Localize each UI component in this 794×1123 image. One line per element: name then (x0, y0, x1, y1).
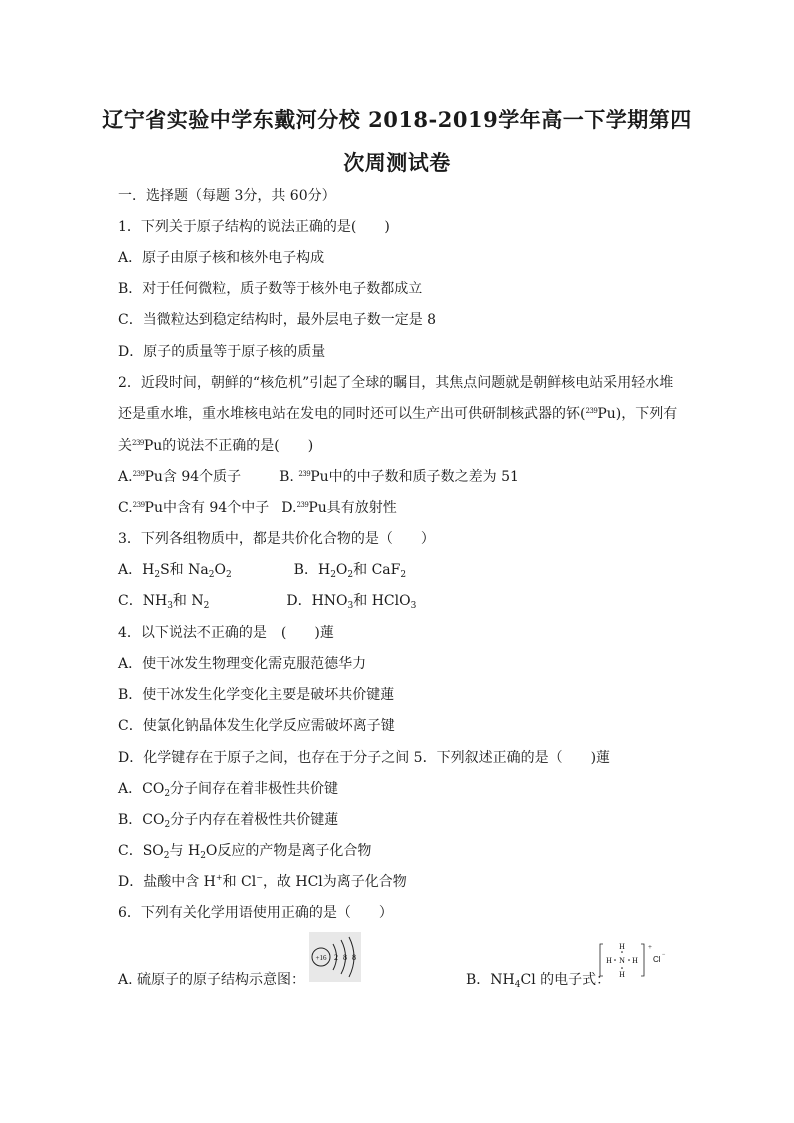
q4-stem: 4．以下说法不正确的是 ( )蓮 (118, 625, 334, 641)
charge-plus: + (648, 943, 652, 951)
shell-electrons: 8 (352, 953, 356, 962)
q2-options-cd (118, 498, 397, 518)
formula-part: H (317, 562, 331, 578)
ammonium-chloride-electron-formula (598, 940, 668, 980)
option-label: C. (118, 500, 133, 516)
shell-electrons: 2 (334, 953, 338, 962)
formula-part: 和 N (172, 593, 204, 609)
subscript: 2 (203, 601, 210, 611)
subscript: 3 (167, 601, 173, 611)
q2-line3-text-a: 关 (118, 438, 132, 454)
option-label: B. (279, 469, 294, 485)
q3-stem: 3．下列各组物质中，都是共价化合物的是（ ） (118, 531, 435, 547)
q2-stem-line2 (118, 404, 677, 424)
q2-stem-line1: 2．近段时间，朝鲜的“核危机”引起了全球的瞩目，其焦点问题就是朝鲜核电站采用轻水堆 (118, 375, 674, 391)
hydrogen-atom: H (606, 956, 612, 965)
subscript: 2 (400, 570, 407, 580)
option-text: C．SO (118, 843, 164, 859)
isotope-mass: 239 (296, 501, 309, 509)
subscript: 3 (347, 601, 354, 611)
q2-line2-text-b: Pu)，下列有 (597, 406, 678, 422)
subscript: 3 (410, 601, 417, 611)
shell-electrons: 8 (343, 953, 347, 962)
nucleus-charge: +16 (315, 954, 327, 962)
option-label: A. (118, 469, 133, 485)
q1-option-c: C．当微粒达到稳定结构时，最外层电子数一定是 8 (118, 312, 437, 328)
q2-isotope-mass: 239 (132, 439, 144, 447)
formula-part: 和 CaF (353, 562, 401, 578)
q1-option-d: D．原子的质量等于原子核的质量 (118, 344, 326, 360)
subscript: 2 (225, 570, 232, 580)
q6-option-b (466, 970, 610, 990)
formula-part: S和 Na (160, 562, 209, 578)
q2-option-d (281, 500, 397, 516)
subscript: 2 (208, 570, 215, 580)
q5-option-a (118, 779, 338, 799)
option-label: C． (118, 593, 143, 609)
subscript: 2 (164, 789, 171, 799)
option-label: B． (293, 562, 318, 578)
subscript: 2 (154, 570, 161, 580)
hydrogen-atom: H (619, 970, 625, 979)
subscript: 4 (514, 980, 521, 990)
option-text: 中的中子数和质子数之差为 51 (328, 469, 519, 485)
q3-option-c (118, 593, 209, 609)
option-text: 含 94个质子 (162, 469, 242, 485)
formula-part: HNO (311, 593, 348, 609)
q2-option-a (118, 469, 241, 485)
superscript: + (215, 873, 223, 882)
option-text: Cl 的电子式： (520, 972, 611, 988)
nitrogen-atom: N (619, 956, 625, 965)
q2-options-ab (118, 467, 519, 487)
element-symbol: Pu (310, 469, 329, 485)
hydrogen-atom: H (619, 942, 625, 951)
subscript: 2 (347, 570, 354, 580)
option-text: D．盐酸中含 H (118, 874, 216, 890)
option-text: 中含有 94个中子 (162, 500, 270, 516)
option-text: 和 Cl (222, 874, 257, 890)
q3-option-d (286, 593, 416, 609)
q4-option-d: D．化学键存在于原子之间，也存在于分子之间 5．下列叙述正确的是（ )蓮 (118, 750, 611, 766)
option-text: ，故 HCl为离子化合物 (262, 874, 407, 890)
q4-option-b: B．使干冰发生化学变化主要是破坏共价键蓮 (118, 687, 395, 703)
subscript: 2 (330, 570, 336, 580)
q1-option-a: A．原子由原子核和核外电子构成 (118, 250, 325, 266)
option-text: 分子内存在着极性共价键蓮 (170, 812, 339, 828)
option-label: A． (118, 562, 143, 578)
q5-option-c (118, 841, 371, 861)
q2-isotope-mass: 239 (585, 407, 598, 415)
document-title-line1: 辽宁省实验中学东戴河分校 2018-2019学年高一下学期第四 (102, 107, 692, 132)
option-text: 分子间存在着非极性共价键 (170, 781, 339, 797)
q6-stem: 6．下列有关化学用语使用正确的是（ ） (118, 905, 393, 921)
q2-stem-line3 (118, 436, 313, 456)
q4-option-a: A．使干冰发生物理变化需克服范德华力 (118, 656, 367, 672)
q3-options-cd (118, 591, 416, 611)
q3-option-b (294, 562, 406, 578)
formula-part: H (142, 562, 155, 578)
subscript: 2 (164, 820, 171, 830)
formula-part: NH (142, 593, 168, 609)
q2-line3-text-b: Pu的说法不正确的是( ) (143, 438, 314, 454)
q5-option-b (118, 810, 338, 830)
charge-minus: − (662, 952, 666, 958)
formula-part: 和 HClO (353, 593, 411, 609)
q1-stem: 1．下列关于原子结构的说法正确的是( ) (118, 219, 390, 235)
isotope-mass: 239 (132, 501, 145, 509)
sulfur-atom-structure-figure (309, 932, 361, 982)
subscript: 2 (200, 851, 206, 861)
option-text: 具有放射性 (326, 500, 397, 516)
element-symbol: Pu (308, 500, 327, 516)
q3-options-ab (118, 560, 406, 580)
isotope-mass: 239 (132, 470, 145, 478)
document-title-line2: 次周测试卷 (343, 150, 451, 175)
section-heading: 一．选择题（每题 3分，共 60分） (118, 188, 336, 204)
option-label: D． (286, 593, 312, 609)
hydrogen-atom: H (632, 956, 638, 965)
q2-option-b (279, 469, 519, 485)
option-text: A．CO (118, 781, 165, 797)
isotope-mass: 239 (298, 470, 311, 478)
q3-option-a (118, 562, 232, 578)
element-symbol: Pu (144, 500, 163, 516)
subscript: 2 (163, 851, 170, 861)
formula-part: O (214, 562, 226, 578)
option-text: B．CO (118, 812, 165, 828)
formula-part: O (335, 562, 348, 578)
option-label: D. (281, 500, 297, 516)
q1-option-b: B．对于任何微粒，质子数等于核外电子数都成立 (118, 281, 423, 297)
option-text: O反应的产物是离子化合物 (205, 843, 372, 859)
element-symbol: Pu (144, 469, 163, 485)
q4-option-c: C．使氯化钠晶体发生化学反应需破坏离子键 (118, 718, 395, 734)
q6-option-a: A. 硫原子的原子结构示意图： (118, 972, 306, 988)
q2-option-c (118, 500, 269, 516)
q5-option-d (118, 872, 407, 892)
option-text: B．NH (466, 972, 515, 988)
option-text: 与 H (169, 843, 201, 859)
chloride-ion: Cl (653, 955, 661, 964)
superscript: − (256, 873, 263, 882)
q2-line2-text-a: 还是重水堆，重水堆核电站在发电的同时还可以生产出可供研制核武器的钚( (118, 406, 586, 422)
